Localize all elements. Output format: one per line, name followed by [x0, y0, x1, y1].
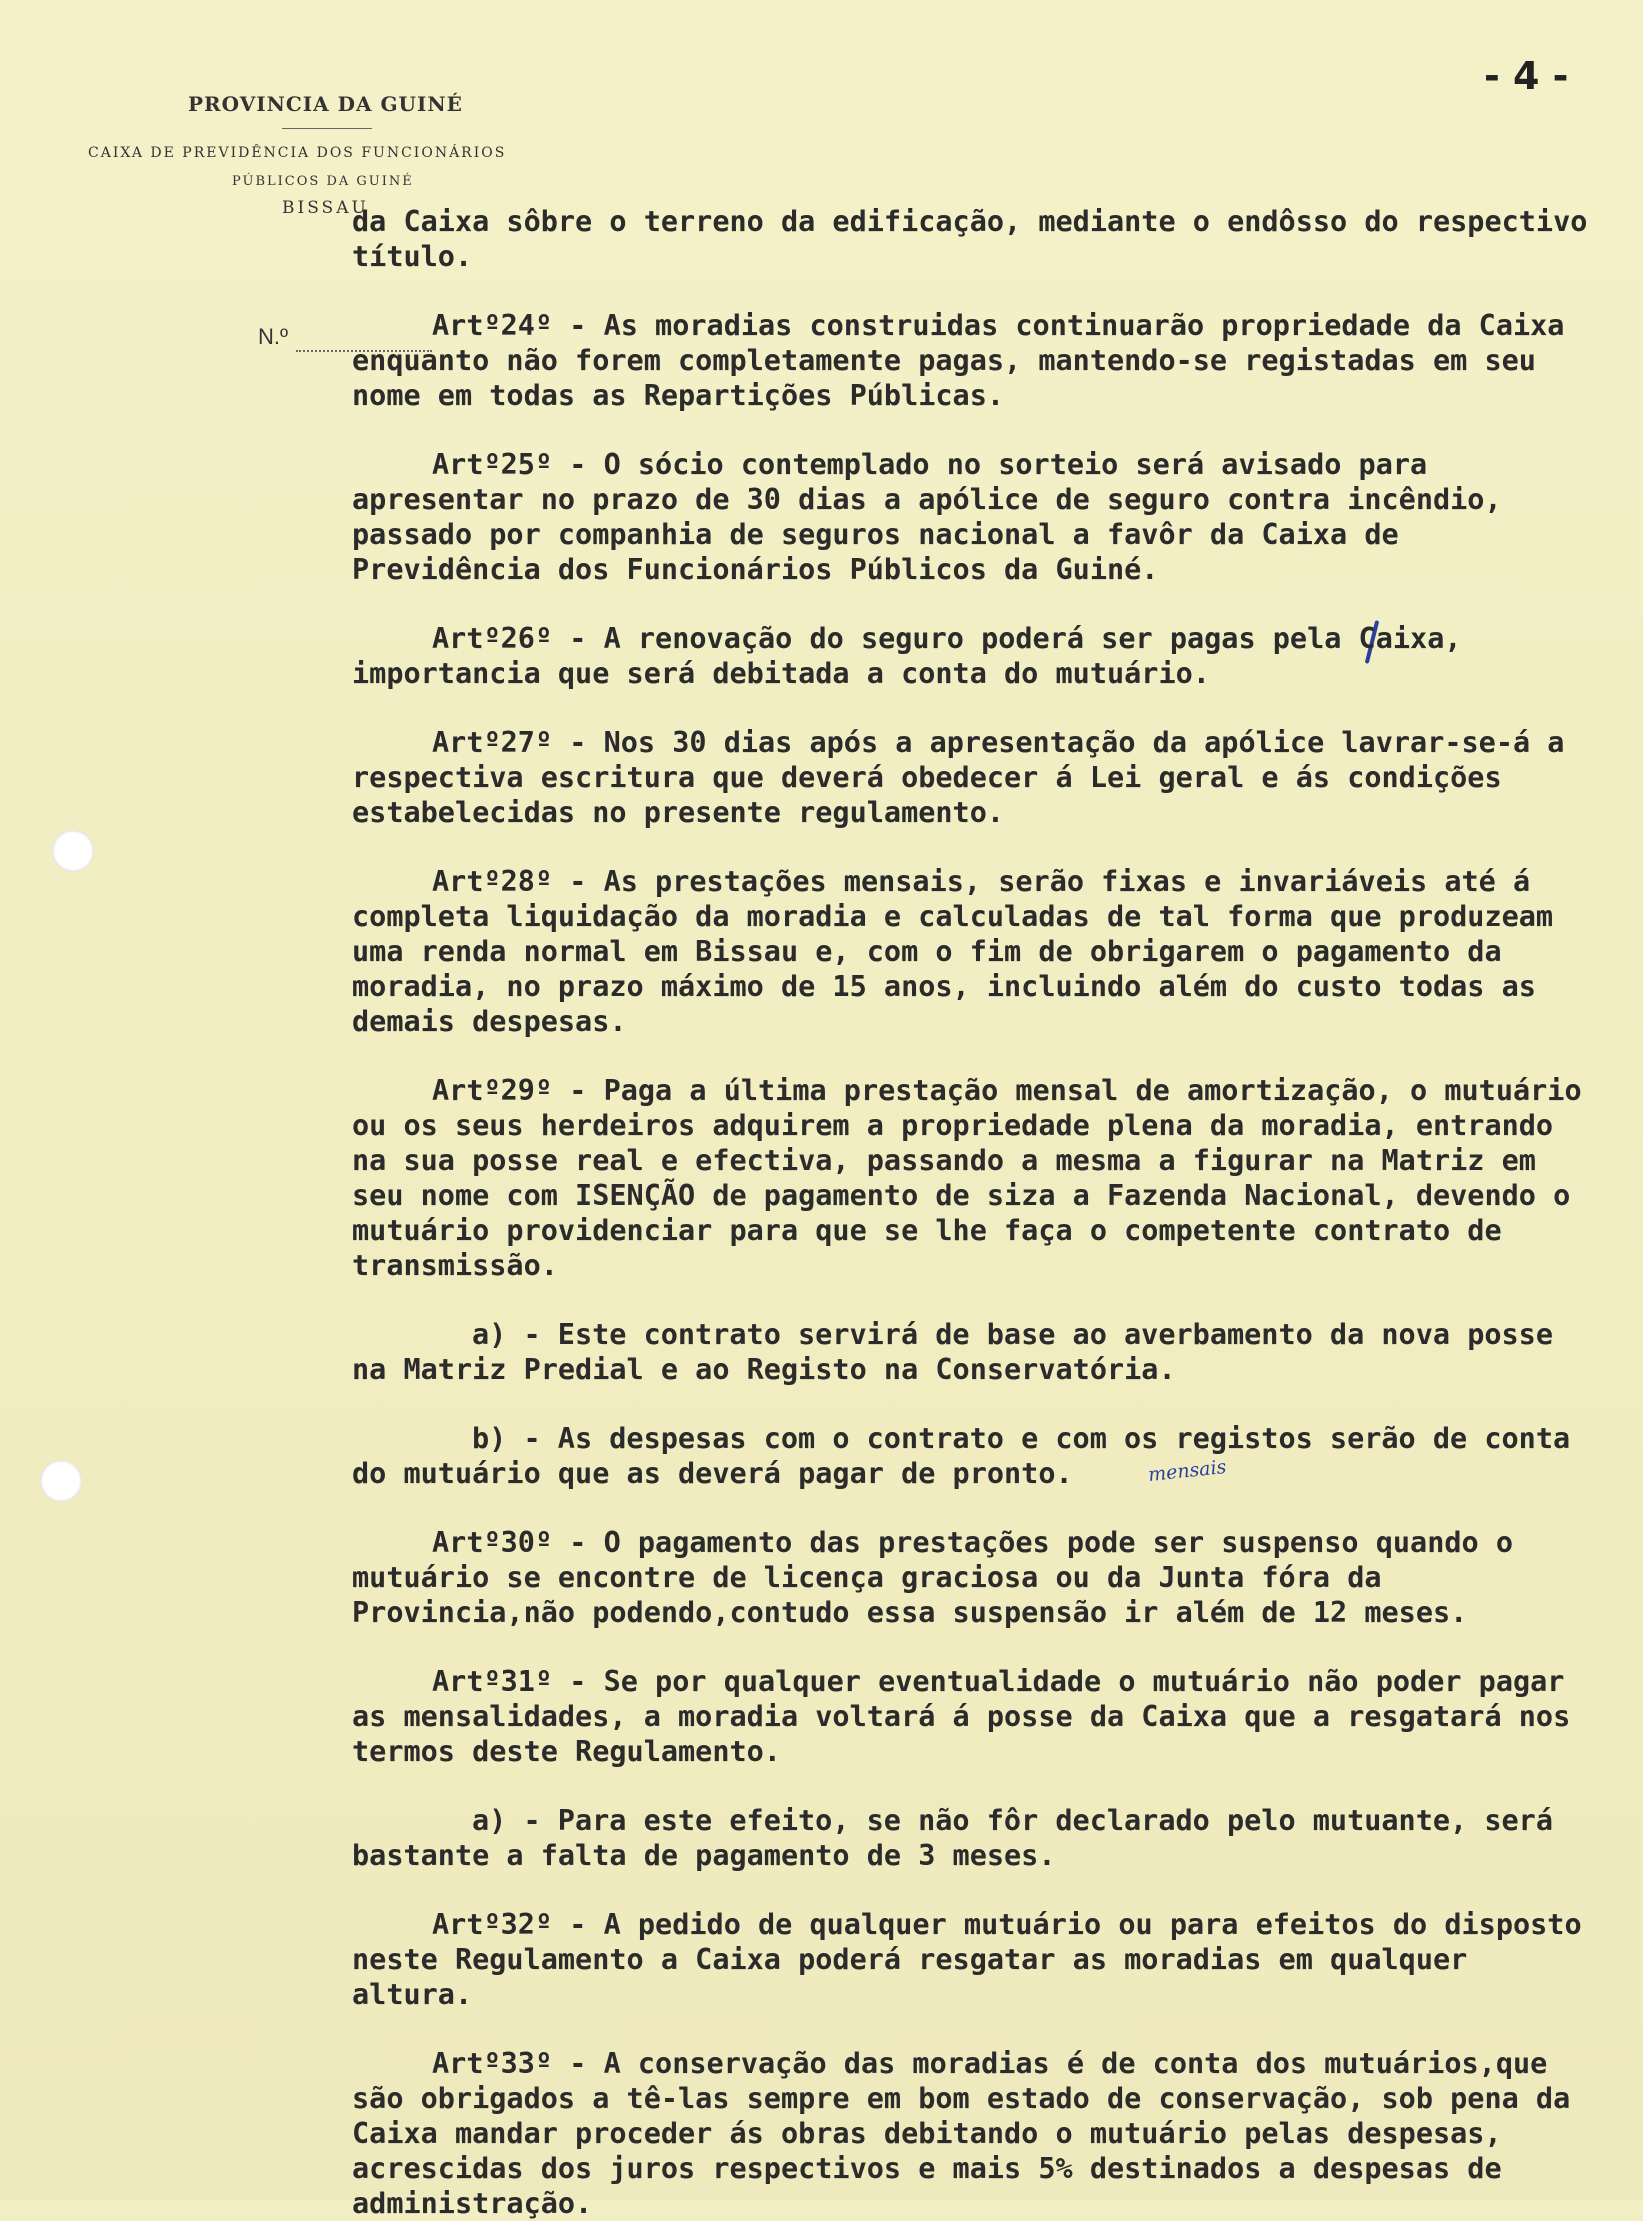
article-33: Artº33º - A conservação das moradias é de conta dos mutuários,que são obrigados a tê-las sempre em bom estado de conservação, sob pena da Caixa mandar proceder ás obras debitando o mutuário pelas despesas, acrescidas dos juros respectivos e mais 5% destinados a despesas de administração.: [352, 2047, 1571, 2220]
punch-hole: [52, 830, 94, 872]
letterhead-city: BISSAU: [282, 198, 369, 218]
article-24: Artº24º - As moradias construidas continuarão propriedade da Caixa enquanto não forem completamente pagas, mantendo-se registadas em seu nome em todas as Repartições Públicas.: [352, 309, 1565, 412]
article-28: Artº28º - As prestações mensais, serão fixas e invariáveis até á completa liquidação da moradia e calculadas de tal forma que produzeam uma renda normal em Bissau e, com o fim de obrigarem o pagamento da moradia, no prazo máximo de 15 anos, incluindo além do custo todas as demais despesas.: [352, 865, 1554, 1038]
document-body: [352, 204, 1602, 2221]
article-30: Artº30º - O pagamento das prestações pode ser suspenso quando o mutuário se encontre de licença graciosa ou da Junta fóra da Provincia,não podendo,contudo essa suspensão ir além de 12 meses.: [352, 1526, 1513, 1629]
page-number: - 4 -: [1484, 54, 1569, 98]
reference-number-label: N.º: [258, 324, 289, 349]
article-26: Artº26º - A renovação do seguro poderá ser pagas pela Caixa, importancia que será debitada a conta do mutuário.: [352, 622, 1462, 690]
letterhead-province: PROVINCIA DA GUINÉ: [188, 92, 463, 116]
punch-hole: [40, 1460, 82, 1502]
letterhead-divider: [282, 128, 372, 129]
article-29-item-b: b) - As despesas com o contrato e com os registos serão de conta do mutuário que as deverá pagar de pronto.: [352, 1422, 1571, 1490]
paragraph-continuation: da Caixa sôbre o terreno da edificação, mediante o endôsso do respectivo título.: [352, 205, 1588, 273]
article-27: Artº27º - Nos 30 dias após a apresentação da apólice lavrar-se-á a respectiva escritura que deverá obedecer á Lei geral e ás condições estabelecidas no presente regulamento.: [352, 726, 1565, 829]
letterhead-institution-line2: PÚBLICOS DA GUINÉ: [232, 174, 414, 189]
handwritten-annotation: mensais: [1147, 1455, 1228, 1487]
letterhead-institution: CAIXA DE PREVIDÊNCIA DOS FUNCIONÁRIOS: [88, 145, 507, 161]
article-31-item-a: a) - Para este efeito, se não fôr declarado pelo mutuante, será bastante a falta de pagamento de 3 meses.: [352, 1804, 1553, 1872]
article-31: Artº31º - Se por qualquer eventualidade o mutuário não poder pagar as mensalidades, a moradia voltará á posse da Caixa que a resgatará nos termos deste Regulamento.: [352, 1665, 1571, 1768]
article-29: Artº29º - Paga a última prestação mensal de amortização, o mutuário ou os seus herdeiros adquirem a propriedade plena da moradia, entrando na sua posse real e efectiva, passando a mesma a figurar na Matriz em seu nome com ISENÇÃO de pagamento de siza a Fazenda Nacional, devendo o mutuário providenciar para que se lhe faça o competente contrato de transmissão.: [352, 1074, 1582, 1282]
article-29-item-a: a) - Este contrato servirá de base ao averbamento da nova posse na Matriz Predial e ao Registo na Conservatória.: [352, 1318, 1553, 1386]
article-25: Artº25º - O sócio contemplado no sorteio será avisado para apresentar no prazo de 30 dias a apólice de seguro contra incêndio, passado por companhia de seguros nacional a favôr da Caixa de Previdência dos Funcionários Públicos da Guiné.: [352, 448, 1502, 586]
article-32: Artº32º - A pedido de qualquer mutuário ou para efeitos do disposto neste Regulamento a Caixa poderá resgatar as moradias em qualquer altura.: [352, 1908, 1582, 2011]
